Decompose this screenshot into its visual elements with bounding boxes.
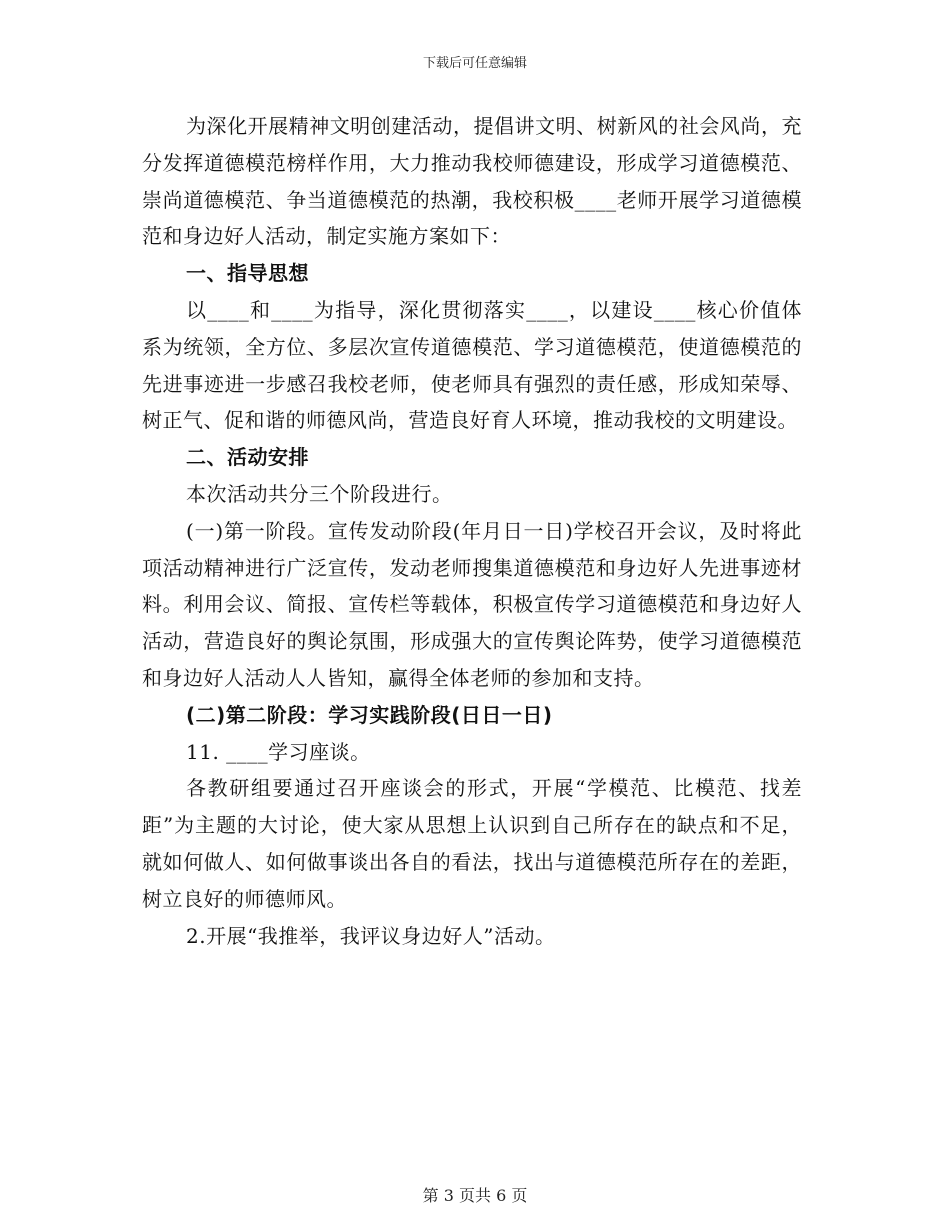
stage-one-paragraph: (一)第一阶段。宣传发动阶段(年月日一日)学校召开会议，及时将此项活动精神进行广泛宣传，发动老师搜集道德模范和身边好人先进事迹材料。利用会议、简报、宣传栏等载体，积极宣传学习道德模范和身边好人活动，营造良好的舆论氛围，形成强大的宣传舆论阵势，使学习道德模范和身边好人活动人人皆知，赢得全体老师的参加和支持。 [142, 518, 802, 690]
document-body [142, 108, 802, 954]
intro-paragraph: 为深化开展精神文明创建活动，提倡讲文明、树新风的社会风尚，充分发挥道德模范榜样作用，大力推动我校师德建设，形成学习道德模范、崇尚道德模范、争当道德模范的热潮，我校积极____老师开展学习道德模范和身边好人活动，制定实施方案如下： [142, 114, 802, 249]
item-study-seminar: 11. ____学习座谈。 [186, 739, 371, 764]
section-heading-activity-arrangement: 二、活动安排 [186, 445, 309, 470]
stage-two-heading: (二)第二阶段：学习实践阶段(日日一日) [186, 702, 553, 727]
page-header: 下载后可任意编辑 [422, 56, 527, 71]
item-recommend-good-people: 2.开展“我推举，我评议身边好人”活动。 [186, 923, 556, 948]
seminar-description-paragraph: 各教研组要通过召开座谈会的形式，开展“学模范、比模范、找差距”为主题的大讨论，使大家从思想上认识到自己所存在的缺点和不足，就如何做人、如何做事谈出各自的看法，找出与道德模范所存在的差距，树立良好的师德师风。 [142, 776, 802, 911]
page-number-footer: 第 3 页共 6 页 [422, 1186, 528, 1205]
section-heading-guiding-ideology: 一、指导思想 [186, 261, 309, 286]
guiding-ideology-paragraph: 以____和____为指导，深化贯彻落实____，以建设____核心价值体系为统领，全方位、多层次宣传道德模范、学习道德模范，使道德模范的先进事迹进一步感召我校老师，使老师具有强烈的责任感，形成知荣辱、树正气、促和谐的师德风尚，营造良好育人环境，推动我校的文明建设。 [142, 297, 802, 433]
stages-overview-paragraph: 本次活动共分三个阶段进行。 [186, 481, 453, 506]
